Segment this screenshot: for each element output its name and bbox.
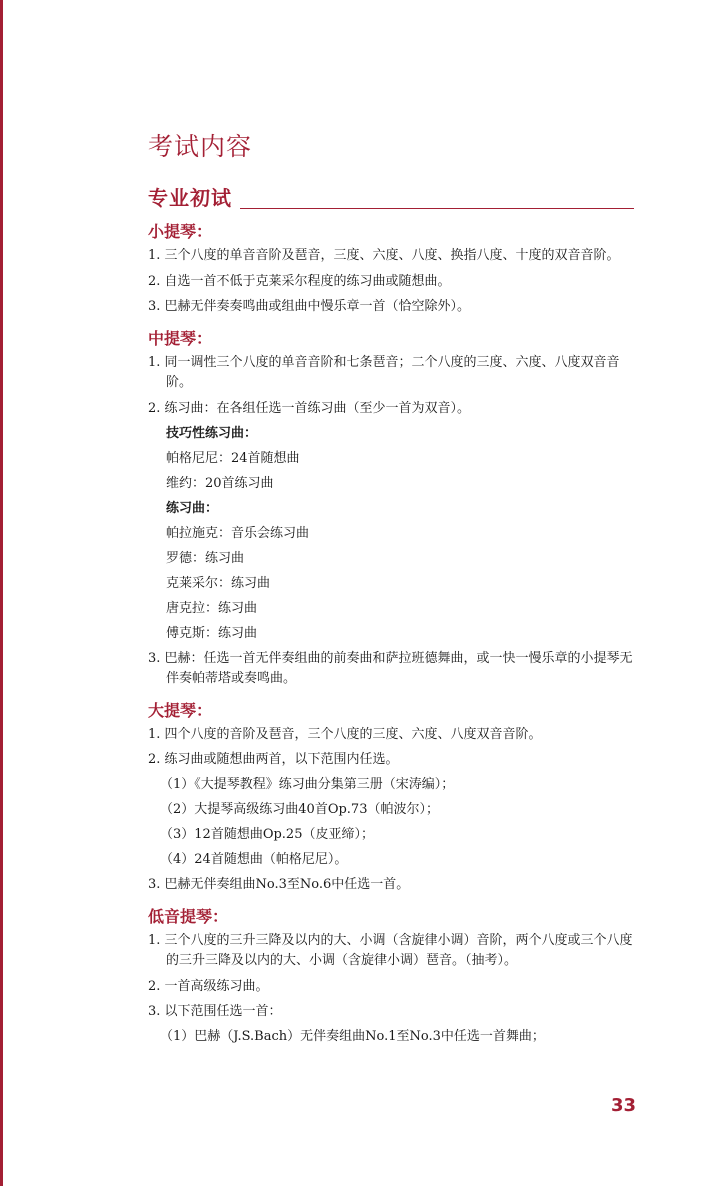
double-bass-item-3: 3. 以下范围任选一首： xyxy=(148,1004,282,1019)
section-heading xyxy=(148,182,634,211)
viola-item-2: 2. 练习曲：在各组任选一首练习曲（至少一首为双音）。 xyxy=(148,401,471,416)
violin-item-3: 3. 巴赫无伴奏奏鸣曲或组曲中慢乐章一首（恰空除外）。 xyxy=(148,299,471,314)
double-bass-sub-item: （1）巴赫（J.S.Bach）无伴奏组曲No.1至No.3中任选一首舞曲； xyxy=(160,1029,545,1044)
viola-group-1-label: 技巧性练习曲： xyxy=(166,426,258,441)
page-title: 考试内容 xyxy=(148,132,253,161)
viola-group-2-label: 练习曲： xyxy=(166,501,219,516)
cello-item-2: 2. 练习曲或随想曲两首，以下范围内任选。 xyxy=(148,752,399,767)
cello-sub-item: （2）大提琴高级练习曲40首Op.73（帕波尔）； xyxy=(160,802,439,817)
violin-item-2: 2. 自选一首不低于克莱采尔程度的练习曲或随想曲。 xyxy=(148,274,451,289)
double-bass-heading: 低音提琴： xyxy=(148,907,229,926)
violin-item-1: 1. 三个八度的单音音阶及琶音，三度、六度、八度、换指八度、十度的双音音阶。 xyxy=(148,248,620,263)
section-heading-rule xyxy=(240,208,634,209)
left-margin-rule xyxy=(0,0,3,1186)
violin-heading: 小提琴： xyxy=(148,222,213,241)
cello-sub-item: （1）《大提琴教程》练习曲分集第三册（宋涛编）； xyxy=(160,777,455,792)
cello-item-1: 1. 四个八度的音阶及琶音，三个八度的三度、六度、八度双音音阶。 xyxy=(148,727,542,742)
exam-content-body xyxy=(148,222,636,1052)
viola-item-1: 1. 同一调性三个八度的单音音阶和七条琶音；二个八度的三度、六度、八度双音音阶。 xyxy=(148,355,620,390)
viola-item-3: 3. 巴赫：任选一首无伴奏组曲的前奏曲和萨拉班德舞曲，或一快一慢乐章的小提琴无伴奏帕蒂塔或奏鸣曲。 xyxy=(148,651,633,686)
double-bass-item-1: 1. 三个八度的三升三降及以内的大、小调（含旋律小调）音阶，两个八度或三个八度的三升三降及以内的大、小调（含旋律小调）琶音。（抽考）。 xyxy=(148,933,633,968)
viola-heading: 中提琴： xyxy=(148,329,213,348)
section-heading-text: 专业初试 xyxy=(148,186,232,210)
viola-group-2-entry: 唐克拉：练习曲 xyxy=(166,601,258,616)
viola-group-2-entry: 罗德：练习曲 xyxy=(166,551,245,566)
cello-heading: 大提琴： xyxy=(148,701,213,720)
viola-group-2-entry: 帕拉施克：音乐会练习曲 xyxy=(166,526,310,541)
cello-item-3: 3. 巴赫无伴奏组曲No.3至No.6中任选一首。 xyxy=(148,877,410,892)
viola-group-1-entry: 维约：20首练习曲 xyxy=(166,476,274,491)
double-bass-item-2: 2. 一首高级练习曲。 xyxy=(148,979,269,994)
viola-group-2-entry: 克莱采尔：练习曲 xyxy=(166,576,271,591)
viola-group-2-entry: 傅克斯：练习曲 xyxy=(166,626,258,641)
viola-group-1-entry: 帕格尼尼：24首随想曲 xyxy=(166,451,300,466)
cello-sub-item: （4）24首随想曲（帕格尼尼）。 xyxy=(160,852,348,867)
page-number: 33 xyxy=(610,1095,636,1116)
cello-sub-item: （3）12首随想曲Op.25（皮亚缔）； xyxy=(160,827,374,842)
